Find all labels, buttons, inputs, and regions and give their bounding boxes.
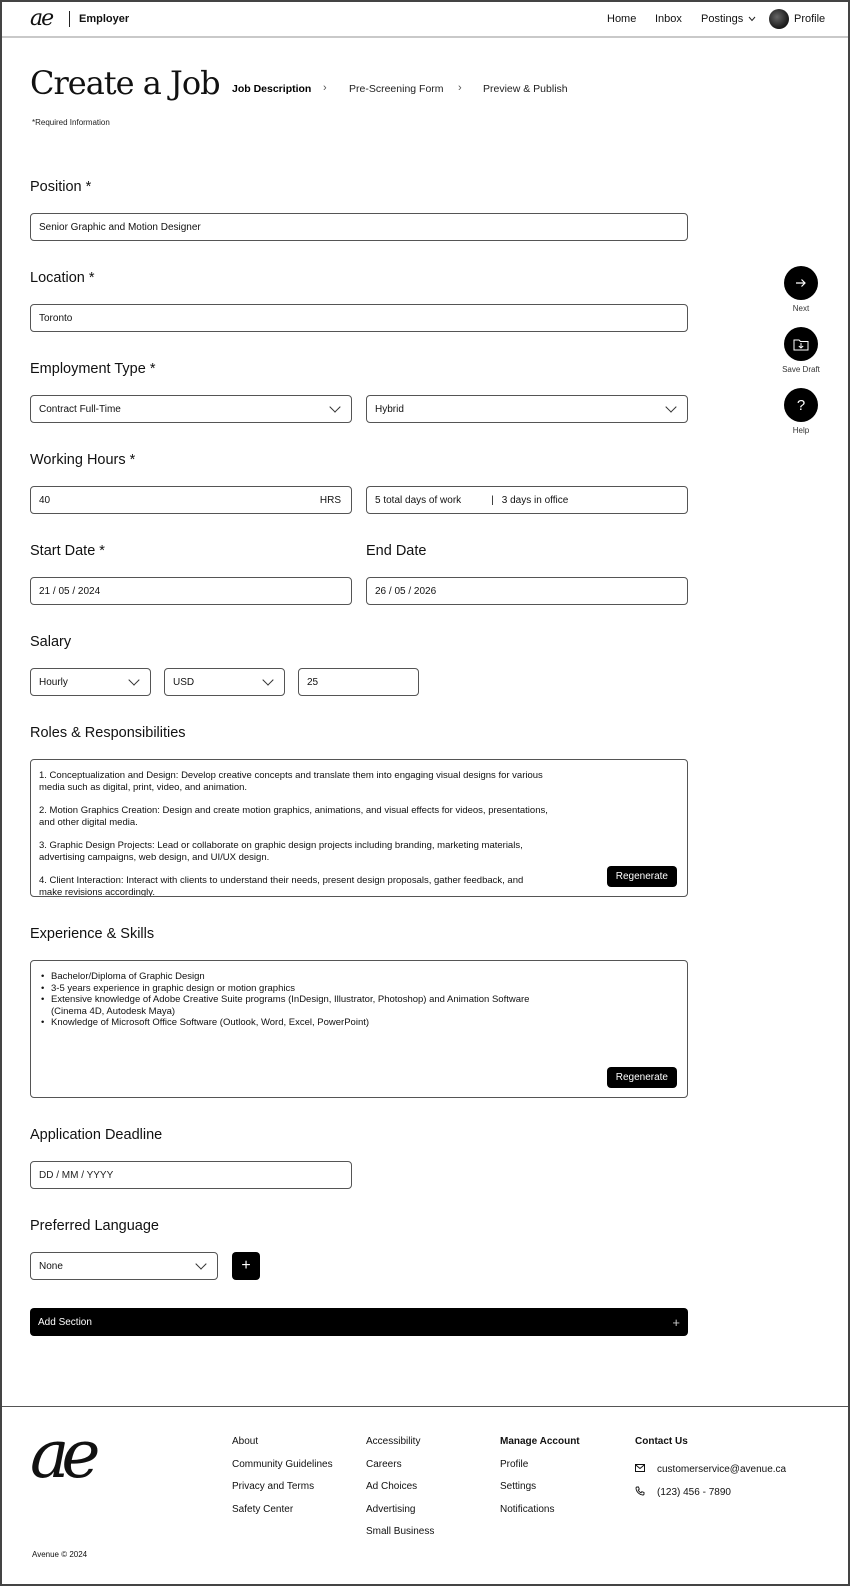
footer-link-about[interactable]: About <box>232 1436 259 1447</box>
chevron-down-icon <box>748 16 756 22</box>
deadline-input[interactable] <box>30 1161 352 1189</box>
salary-period-select[interactable] <box>30 668 151 696</box>
save-draft-action[interactable] <box>782 327 820 374</box>
roles-item: 1. Conceptualization and Design: Develop creative concepts and translate them into engaging visual designs for various media such as digital, print, video, and animation. <box>39 770 543 793</box>
add-section-button[interactable] <box>30 1308 688 1336</box>
currency-value: USD <box>173 676 195 688</box>
footer-column-more <box>366 1436 434 1549</box>
footer-link-accessibility[interactable]: Accessibility <box>366 1436 421 1447</box>
days-office-value: 3 days in office <box>501 494 569 506</box>
work-mode-value: Hybrid <box>375 403 404 415</box>
footer-link-guidelines[interactable]: Community Guidelines <box>232 1458 333 1470</box>
salary-period-value: Hourly <box>39 676 68 688</box>
brand-logo[interactable]: ae <box>30 6 53 31</box>
help-label: Help <box>792 426 810 435</box>
experience-textarea[interactable] <box>30 960 688 1098</box>
footer-link-notifications[interactable]: Notifications <box>500 1503 555 1515</box>
save-draft-label: Save Draft <box>782 365 820 374</box>
chevron-right-icon: › <box>458 82 462 94</box>
footer-phone[interactable] <box>635 1481 786 1504</box>
chevron-down-icon <box>329 401 340 412</box>
footer-link-careers[interactable]: Careers <box>366 1458 402 1470</box>
language-label: Preferred Language <box>30 1218 159 1234</box>
footer-link-ad-choices[interactable]: Ad Choices <box>366 1481 418 1492</box>
folder-download-icon <box>793 338 809 351</box>
chevron-down-icon <box>665 401 676 412</box>
experience-regenerate-button[interactable]: Regenerate <box>607 1067 677 1089</box>
step-pre-screening[interactable]: Pre-Screening Form <box>349 83 444 95</box>
logo-divider <box>69 11 70 27</box>
top-navigation-bar <box>0 0 850 38</box>
start-date-label: Start Date * <box>30 543 105 559</box>
experience-item: • Knowledge of Microsoft Office Software (Outlook, Word, Excel, PowerPoint) <box>39 1017 559 1029</box>
end-date-label: End Date <box>366 543 427 559</box>
end-date-input[interactable] <box>366 577 688 605</box>
chevron-down-icon <box>262 674 273 685</box>
nav-postings-label: Postings <box>701 13 744 25</box>
chevron-down-icon <box>128 674 139 685</box>
plus-icon: + <box>241 1257 251 1274</box>
footer-column-company <box>232 1436 333 1526</box>
start-date-input[interactable] <box>30 577 352 605</box>
nav-home[interactable]: Home <box>607 13 637 25</box>
question-icon: ? <box>796 396 806 414</box>
experience-item: • 3-5 years experience in graphic design or motion graphics <box>39 983 559 995</box>
days-input[interactable] <box>366 486 688 514</box>
nav-profile[interactable]: Profile <box>794 13 826 25</box>
footer-link-small-business[interactable]: Small Business <box>366 1526 435 1537</box>
working-hours-label: Working Hours * <box>30 452 136 468</box>
nav-inbox[interactable]: Inbox <box>655 13 682 25</box>
position-label: Position * <box>30 179 92 195</box>
deadline-placeholder: DD / MM / YYYY <box>39 1169 114 1181</box>
language-select[interactable] <box>30 1252 218 1280</box>
language-value: None <box>39 1260 63 1272</box>
required-note: *Required Information <box>32 118 110 127</box>
footer-link-privacy[interactable]: Privacy and Terms <box>232 1481 315 1492</box>
footer-email[interactable] <box>635 1459 786 1482</box>
footer-link-advertising[interactable]: Advertising <box>366 1503 416 1515</box>
start-date-value: 21 / 05 / 2024 <box>39 585 101 597</box>
hours-input[interactable] <box>30 486 352 514</box>
roles-textarea[interactable] <box>30 759 688 897</box>
employment-type-label: Employment Type * <box>30 361 156 377</box>
position-input[interactable] <box>30 213 688 241</box>
help-button[interactable] <box>784 388 818 422</box>
employment-type-value: Contract Full-Time <box>39 403 121 415</box>
roles-item: 2. Motion Graphics Creation: Design and create motion graphics, animations, and visual effects for videos, presentations, and other digital media. <box>39 805 548 828</box>
page-title: Create a Job <box>30 64 220 102</box>
end-date-value: 26 / 05 / 2026 <box>375 585 437 597</box>
copyright: Avenue © 2024 <box>32 1550 88 1559</box>
roles-label: Roles & Responsibilities <box>30 725 186 741</box>
hours-unit: HRS <box>319 494 341 506</box>
employment-type-select[interactable] <box>30 395 352 423</box>
next-action[interactable] <box>784 266 818 313</box>
chevron-right-icon: › <box>323 82 327 94</box>
location-label: Location * <box>30 270 95 286</box>
plus-icon: + <box>672 1314 680 1330</box>
footer-column-account <box>500 1436 580 1526</box>
experience-label: Experience & Skills <box>30 926 155 942</box>
deadline-label: Application Deadline <box>30 1127 163 1143</box>
currency-select[interactable] <box>164 668 285 696</box>
footer-link-safety[interactable]: Safety Center <box>232 1503 294 1515</box>
section-label: Employer <box>79 13 130 25</box>
footer-column-contact <box>635 1436 786 1504</box>
work-mode-select[interactable] <box>366 395 688 423</box>
salary-amount-value: 25 <box>307 676 319 688</box>
footer-heading-account: Manage Account <box>500 1436 580 1447</box>
hours-value: 40 <box>39 494 51 506</box>
mail-icon <box>635 1464 657 1475</box>
footer-email-text: customerservice@avenue.ca <box>657 1464 787 1476</box>
salary-amount-input[interactable] <box>298 668 419 696</box>
add-language-button[interactable] <box>232 1252 260 1280</box>
roles-item: 3. Graphic Design Projects: Lead or collaborate on graphic design projects including branding, marketing materials, advertising campaigns, web design, and UI/UX design. <box>39 840 523 863</box>
chevron-down-icon <box>195 1258 206 1269</box>
avatar[interactable] <box>769 9 789 29</box>
save-draft-button[interactable] <box>784 327 818 361</box>
footer-phone-text: (123) 456 - 7890 <box>657 1486 731 1498</box>
footer-heading-contact: Contact Us <box>635 1436 688 1447</box>
location-input[interactable] <box>30 304 688 332</box>
step-job-description[interactable]: Job Description <box>232 83 312 95</box>
help-action[interactable] <box>784 388 818 435</box>
nav-postings[interactable] <box>701 13 756 25</box>
location-value: Toronto <box>39 312 73 324</box>
add-section-label: Add Section <box>38 1316 92 1328</box>
roles-regenerate-button[interactable]: Regenerate <box>607 866 677 888</box>
footer-link-profile[interactable]: Profile <box>500 1458 529 1470</box>
footer-divider <box>0 1406 850 1407</box>
phone-icon <box>635 1486 657 1499</box>
footer-link-settings[interactable]: Settings <box>500 1481 537 1492</box>
arrow-right-icon <box>795 278 807 288</box>
experience-item: • Extensive knowledge of Adobe Creative Suite programs (InDesign, Illustrator, Photoshop) and Animation Software (Cinema 4D, Autodesk Maya) <box>39 994 559 1017</box>
days-total-value: 5 total days of work <box>375 494 462 506</box>
footer-logo: ae <box>30 1416 93 1493</box>
next-button[interactable] <box>784 266 818 300</box>
experience-item: • Bachelor/Diploma of Graphic Design <box>39 971 559 983</box>
roles-item: 4. Client Interaction: Interact with clients to understand their needs, present design proposals, gather feedback, and make revisions accordingly. <box>39 875 524 897</box>
next-label: Next <box>792 304 810 313</box>
salary-label: Salary <box>30 634 72 650</box>
days-separator: | <box>491 494 494 506</box>
step-preview-publish[interactable]: Preview & Publish <box>483 83 568 95</box>
position-value: Senior Graphic and Motion Designer <box>39 221 201 233</box>
